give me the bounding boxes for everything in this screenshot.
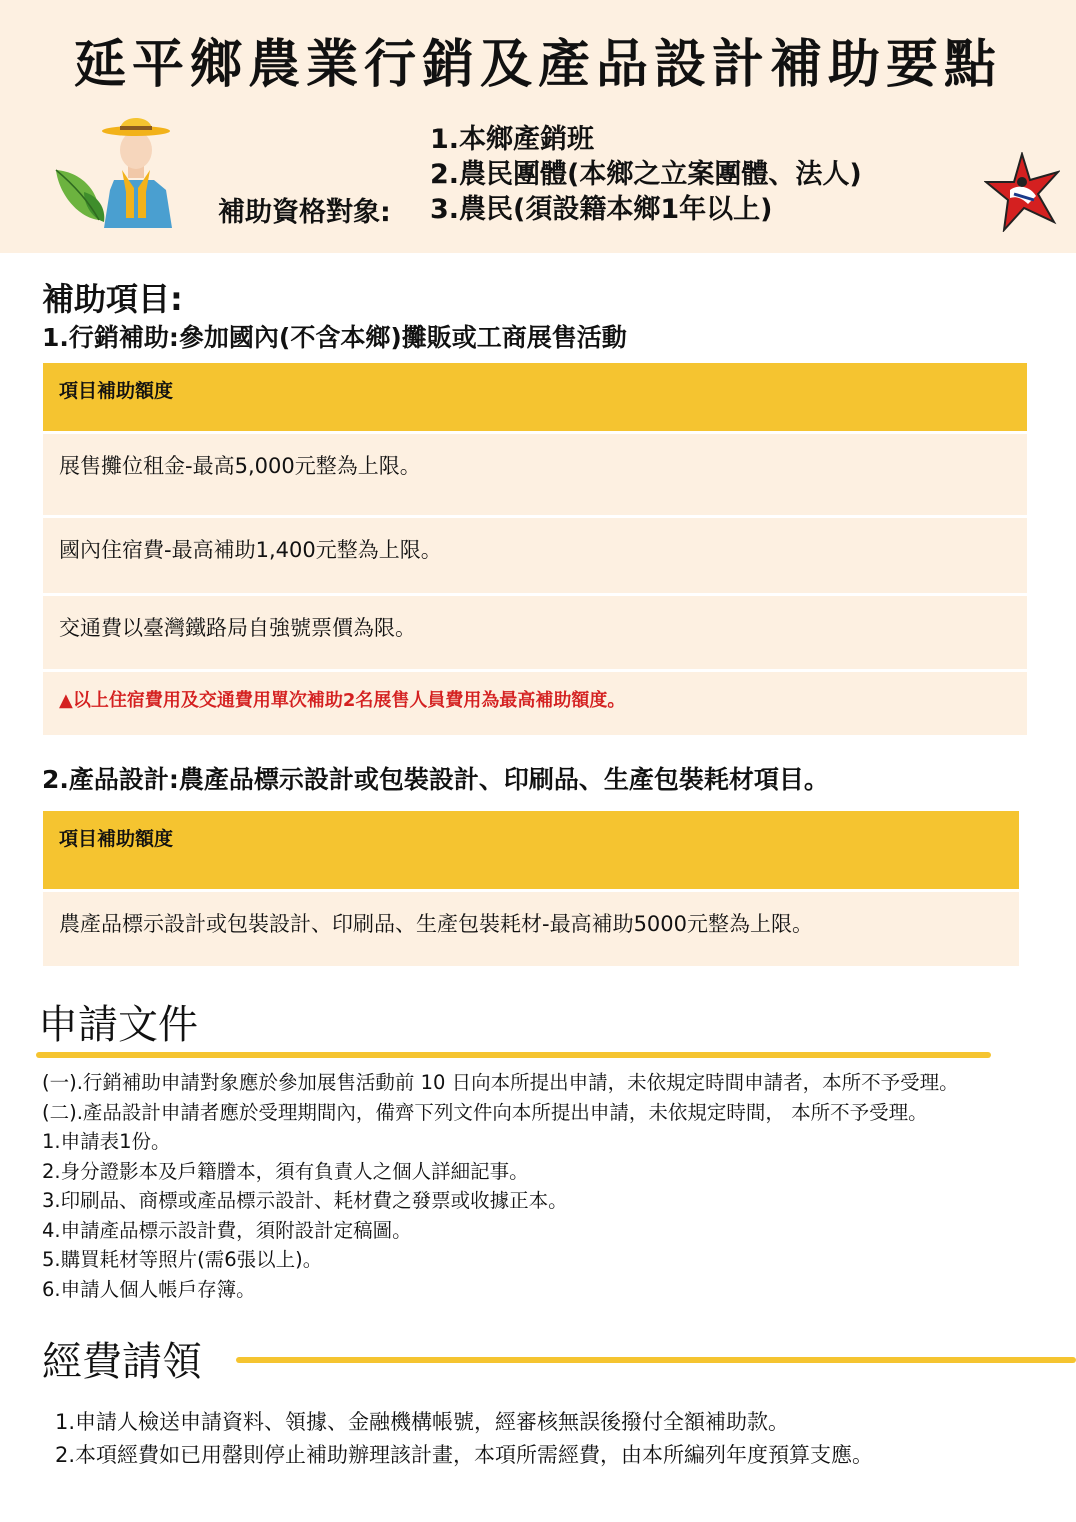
- list-item: 1.申請表1份。: [42, 1130, 171, 1153]
- funding-heading: 經費請領: [42, 1339, 202, 1385]
- funding-list: [55, 1406, 873, 1472]
- eligibility-label: 補助資格對象:: [218, 197, 391, 228]
- funding-divider: [236, 1357, 1076, 1363]
- table-row: 國內住宿費-最高補助1,400元整為上限。: [43, 515, 1027, 593]
- subsidy-heading: 補助項目:: [42, 280, 183, 318]
- eligibility-item: 3.農民(須設籍本鄉1年以上): [430, 194, 773, 225]
- eligibility-item: 1.本鄉產銷班: [430, 124, 595, 155]
- subsidy-note: ▲以上住宿費用及交通費用單次補助2名展售人員費用為最高補助額度。: [43, 669, 1027, 735]
- farmer-illustration: [54, 110, 184, 228]
- table-header: 項目補助額度: [43, 811, 1019, 889]
- eligibility-list: [430, 122, 862, 227]
- table-row: 交通費以臺灣鐵路局自強號票價為限。: [43, 593, 1027, 669]
- list-item: 2.身分證影本及戶籍謄本，須有負責人之個人詳細記事。: [42, 1159, 529, 1183]
- list-item: 6.申請人個人帳戶存簿。: [42, 1277, 256, 1301]
- table-row: 展售攤位租金-最高5,000元整為上限。: [43, 431, 1027, 515]
- eligibility-item: 2.農民團體(本鄉之立案團體、法人): [430, 159, 862, 190]
- table-row: 農產品標示設計或包裝設計、印刷品、生產包裝耗材-最高補助5000元整為上限。: [43, 889, 1019, 966]
- list-item: (二).產品設計申請者應於受理期間內，備齊下列文件向本所提出申請，未依規定時間， 本所不予受理。: [42, 1100, 928, 1124]
- list-item: 4.申請產品標示設計費，須附設計定稿圖。: [42, 1218, 412, 1242]
- documents-divider: [36, 1052, 991, 1058]
- documents-heading: 申請文件: [38, 1002, 198, 1048]
- design-subsidy-title: 2.產品設計:農產品標示設計或包裝設計、印刷品、生產包裝耗材項目。: [42, 765, 829, 794]
- list-item: 3.印刷品、商標或產品標示設計、耗材費之發票或收據正本。: [42, 1189, 568, 1212]
- list-item: (一).行銷補助申請對象應於參加展售活動前 10 日向本所提出申請，未依規定時間申請者，本所不予受理。: [42, 1071, 959, 1094]
- documents-list: [42, 1068, 959, 1304]
- design-subsidy-table: [43, 811, 1019, 966]
- township-logo-icon: [984, 152, 1060, 232]
- list-item: 1.申請人檢送申請資料、領據、金融機構帳號，經審核無誤後撥付全額補助款。: [55, 1410, 790, 1434]
- page-title: 延平鄉農業行銷及產品設計補助要點: [73, 35, 1002, 95]
- marketing-subsidy-table: [43, 363, 1027, 735]
- table-header: 項目補助額度: [43, 363, 1027, 431]
- marketing-subsidy-title: 1.行銷補助:參加國內(不含本鄉)攤販或工商展售活動: [42, 323, 627, 352]
- list-item: 5.購買耗材等照片(需6張以上)。: [42, 1248, 323, 1271]
- list-item: 2.本項經費如已用罄則停止補助辦理該計畫，本項所需經費，由本所編列年度預算支應。: [55, 1443, 874, 1467]
